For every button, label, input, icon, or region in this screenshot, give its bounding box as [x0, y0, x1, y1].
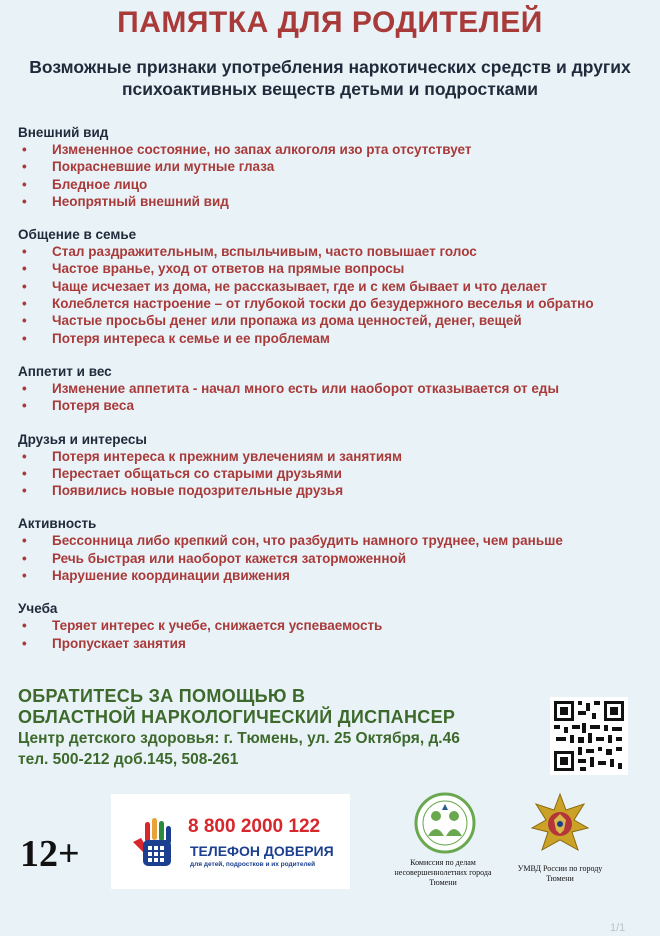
section-list [18, 617, 648, 652]
hotline-number: 8 800 2000 122 [188, 816, 321, 837]
page-subtitle: Возможные признаки употребления наркотических средств и других психоактивных веществ детьми и подростками [29, 57, 631, 99]
section-list [18, 380, 648, 415]
page-title: ПАМЯТКА ДЛЯ РОДИТЕЛЕЙ [117, 6, 543, 39]
list-item: • Речь быстрая или наоборот кажется заторможенной [18, 550, 648, 567]
police-emblem-icon [530, 792, 590, 863]
section-title: Активность [18, 516, 97, 532]
section-family [18, 226, 648, 347]
list-item: • Колеблется настроение – от глубокой тоски до безудержного веселья и обратно [18, 295, 648, 312]
qr-code-icon[interactable] [550, 697, 628, 775]
contact-address: Центр детского здоровья: г. Тюмень, ул. 25 Октября, д.46 [18, 730, 460, 747]
section-title: Общение в семье [18, 227, 137, 243]
section-appetite [18, 363, 648, 415]
list-item: • Покрасневшие или мутные глаза [18, 158, 648, 175]
list-item: • Перестает общаться со старыми друзьями [18, 465, 648, 482]
list-item: • Неопрятный внешний вид [18, 193, 648, 210]
hotline-name: ТЕЛЕФОН ДОВЕРИЯ [190, 843, 334, 859]
list-item: • Измененное состояние, но запах алкоголя изо рта отсутствует [18, 141, 648, 158]
list-item: • Бессонница либо крепкий сон, что разбудить намного труднее, чем раньше [18, 532, 648, 549]
section-title: Учеба [18, 601, 58, 617]
list-item: • Пропускает занятия [18, 635, 648, 652]
list-item: • Бледное лицо [18, 176, 648, 193]
list-item: • Изменение аппетита - начал много есть или наоборот отказывается от еды [18, 380, 648, 397]
section-list [18, 448, 648, 500]
list-item: • Потеря интереса к прежним увлечениям и занятиям [18, 448, 648, 465]
list-item: • Чаще исчезает из дома, не рассказывает, где и с кем бывает и что делает [18, 278, 648, 295]
contact-heading-2: ОБЛАСТНОЙ НАРКОЛОГИЧЕСКИЙ ДИСПАНСЕР [18, 707, 456, 727]
section-title: Друзья и интересы [18, 431, 147, 447]
section-appearance [18, 124, 648, 210]
list-item: • Стал раздражительным, вспыльчивым, часто повышает голос [18, 243, 648, 260]
section-list [18, 141, 648, 210]
list-item: • Потеря веса [18, 397, 648, 414]
section-activity [18, 515, 648, 584]
list-item: • Нарушение координации движения [18, 567, 648, 584]
section-list [18, 532, 648, 584]
page-indicator: 1/1 [610, 922, 626, 934]
list-item: • Теряет интерес к учебе, снижается успеваемость [18, 617, 648, 634]
list-item: • Частые просьбы денег или пропажа из дома ценностей, денег, вещей [18, 312, 648, 329]
contact-phone: тел. 500-212 доб.145, 508-261 [18, 751, 239, 768]
contact-block [18, 686, 538, 770]
list-item: • Появились новые подозрительные друзья [18, 482, 648, 499]
hotline-banner[interactable] [111, 794, 350, 889]
section-study [18, 600, 648, 652]
signs-sections [18, 124, 648, 668]
commission-emblem-icon [414, 792, 476, 859]
list-item: • Частое вранье, уход от ответов на прямые вопросы [18, 260, 648, 277]
hand-phone-icon [131, 818, 177, 875]
section-friends [18, 431, 648, 500]
section-list [18, 243, 648, 347]
age-rating: 12+ [20, 833, 80, 875]
section-title: Аппетит и вес [18, 363, 112, 379]
hotline-subtitle: для детей, подростков и их родителей [190, 861, 316, 868]
police-caption: УМВД России по городу Тюмени [517, 864, 603, 883]
contact-heading: ОБРАТИТЕСЬ ЗА ПОМОЩЬЮ В [18, 686, 306, 706]
commission-caption: Комиссия по делам несовершеннолетних города Тюмени [394, 858, 492, 887]
section-title: Внешний вид [18, 125, 109, 140]
list-item: • Потеря интереса к семье и ее проблемам [18, 330, 648, 347]
